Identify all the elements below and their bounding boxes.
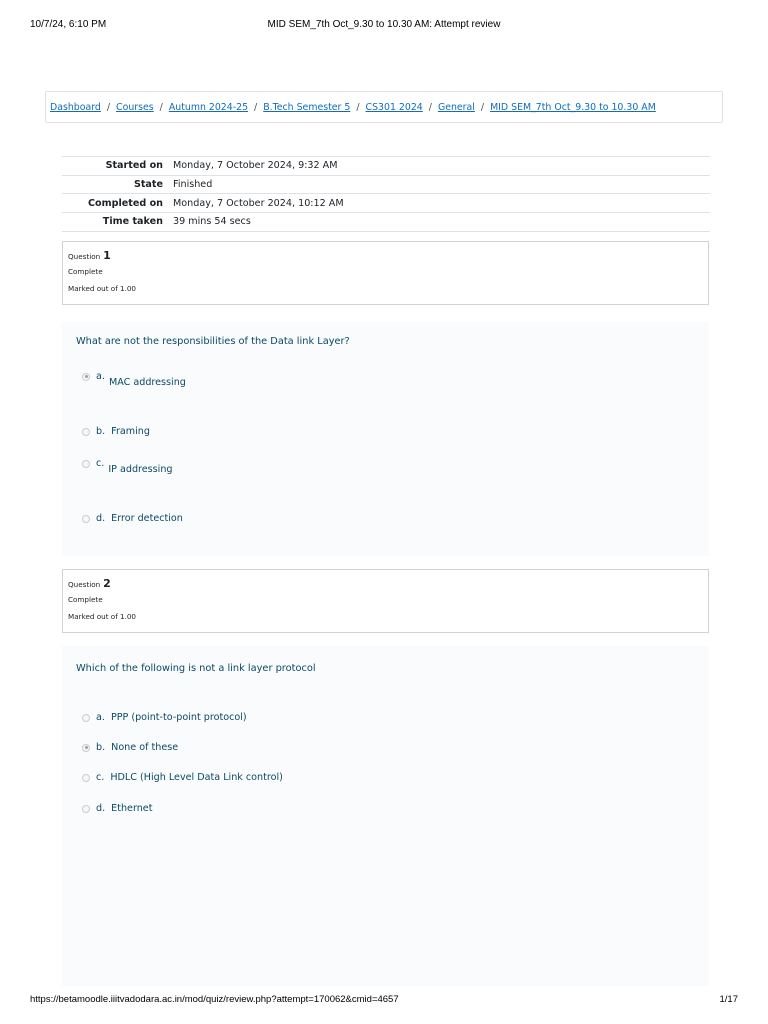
question-number <box>68 249 703 262</box>
summary-value: 39 mins 54 secs <box>168 213 710 232</box>
print-header <box>30 19 738 33</box>
breadcrumb-separator: / <box>106 101 111 113</box>
print-page-number: 1/17 <box>719 994 738 1005</box>
print-datetime: 10/7/24, 6:10 PM <box>30 19 107 30</box>
option-label: Framing <box>111 426 150 437</box>
answer-option-d[interactable] <box>82 513 183 524</box>
option-letter: a. <box>96 371 105 382</box>
breadcrumb-separator: / <box>480 101 485 113</box>
question-number-value: 1 <box>103 249 111 262</box>
breadcrumb-dashboard[interactable]: Dashboard <box>50 101 101 113</box>
summary-row <box>62 213 710 232</box>
question-grade: Marked out of 1.00 <box>68 612 137 621</box>
answer-option-a[interactable] <box>82 712 247 723</box>
summary-value: Monday, 7 October 2024, 9:32 AM <box>168 157 710 176</box>
summary-value: Monday, 7 October 2024, 10:12 AM <box>168 194 710 213</box>
radio-icon[interactable] <box>82 805 90 813</box>
question-state: Complete <box>68 267 103 276</box>
question-state: Complete <box>68 595 103 604</box>
summary-value: Finished <box>168 175 710 194</box>
summary-label: Completed on <box>62 194 168 213</box>
radio-icon[interactable] <box>82 460 90 468</box>
radio-icon[interactable] <box>82 428 90 436</box>
radio-checked-icon[interactable] <box>82 373 90 381</box>
answer-option-b[interactable] <box>82 426 150 437</box>
option-letter: c. <box>96 458 105 469</box>
breadcrumb-courses[interactable]: Courses <box>116 101 154 113</box>
question-number-value: 2 <box>103 577 111 590</box>
answer-option-c[interactable] <box>82 458 173 475</box>
summary-label: Started on <box>62 157 168 176</box>
attempt-summary-table <box>62 156 710 232</box>
radio-icon[interactable] <box>82 515 90 523</box>
question-1-info <box>62 241 709 305</box>
print-url: https://betamoodle.iiitvadodara.ac.in/mod/quiz/review.php?attempt=170062&cmid=4657 <box>30 994 399 1005</box>
option-label: IP addressing <box>108 464 173 475</box>
question-text: Which of the following is not a link layer protocol <box>76 663 316 674</box>
question-text: What are not the responsibilities of the Data link Layer? <box>76 336 350 347</box>
summary-row <box>62 157 710 176</box>
summary-label: Time taken <box>62 213 168 232</box>
answer-option-a[interactable] <box>82 371 186 388</box>
breadcrumb-section[interactable]: General <box>437 101 475 113</box>
breadcrumb-separator: / <box>159 101 163 113</box>
summary-row <box>62 175 710 194</box>
radio-checked-icon[interactable] <box>82 744 90 752</box>
radio-icon[interactable] <box>82 714 90 722</box>
option-label: Error detection <box>111 513 183 524</box>
option-label: None of these <box>111 742 179 753</box>
question-prefix: Question <box>68 580 101 589</box>
answer-option-c[interactable] <box>82 772 283 783</box>
question-2-content <box>62 646 709 986</box>
breadcrumb-semester[interactable]: B.Tech Semester 5 <box>263 101 351 113</box>
option-label: MAC addressing <box>108 377 186 388</box>
option-label: Ethernet <box>111 803 153 814</box>
print-page-title: MID SEM_7th Oct_9.30 to 10.30 AM: Attempt review <box>267 19 501 30</box>
question-number <box>68 577 703 590</box>
breadcrumb-separator: / <box>254 101 258 113</box>
option-letter: d. <box>96 803 106 814</box>
breadcrumb <box>45 91 723 123</box>
option-letter: a. <box>96 712 105 723</box>
option-letter: d. <box>96 513 106 524</box>
breadcrumb-course[interactable]: CS301 2024 <box>365 101 423 113</box>
question-2-info <box>62 569 709 633</box>
radio-icon[interactable] <box>82 774 90 782</box>
breadcrumb-quiz[interactable]: MID SEM_7th Oct_9.30 to 10.30 AM <box>490 101 656 113</box>
option-letter: c. <box>96 772 105 783</box>
breadcrumb-separator: / <box>356 101 360 113</box>
question-prefix: Question <box>68 252 101 261</box>
breadcrumb-term[interactable]: Autumn 2024-25 <box>168 101 249 113</box>
answer-option-b[interactable] <box>82 742 178 753</box>
option-letter: b. <box>96 426 106 437</box>
option-label: PPP (point-to-point protocol) <box>110 712 247 723</box>
question-grade: Marked out of 1.00 <box>68 284 137 293</box>
answer-option-d[interactable] <box>82 803 152 814</box>
print-footer <box>30 994 738 1008</box>
summary-row <box>62 194 710 213</box>
option-label: HDLC (High Level Data Link control) <box>110 772 283 783</box>
breadcrumb-separator: / <box>428 101 432 113</box>
summary-label: State <box>62 175 168 194</box>
option-letter: b. <box>96 742 106 753</box>
question-1-content <box>62 322 709 556</box>
